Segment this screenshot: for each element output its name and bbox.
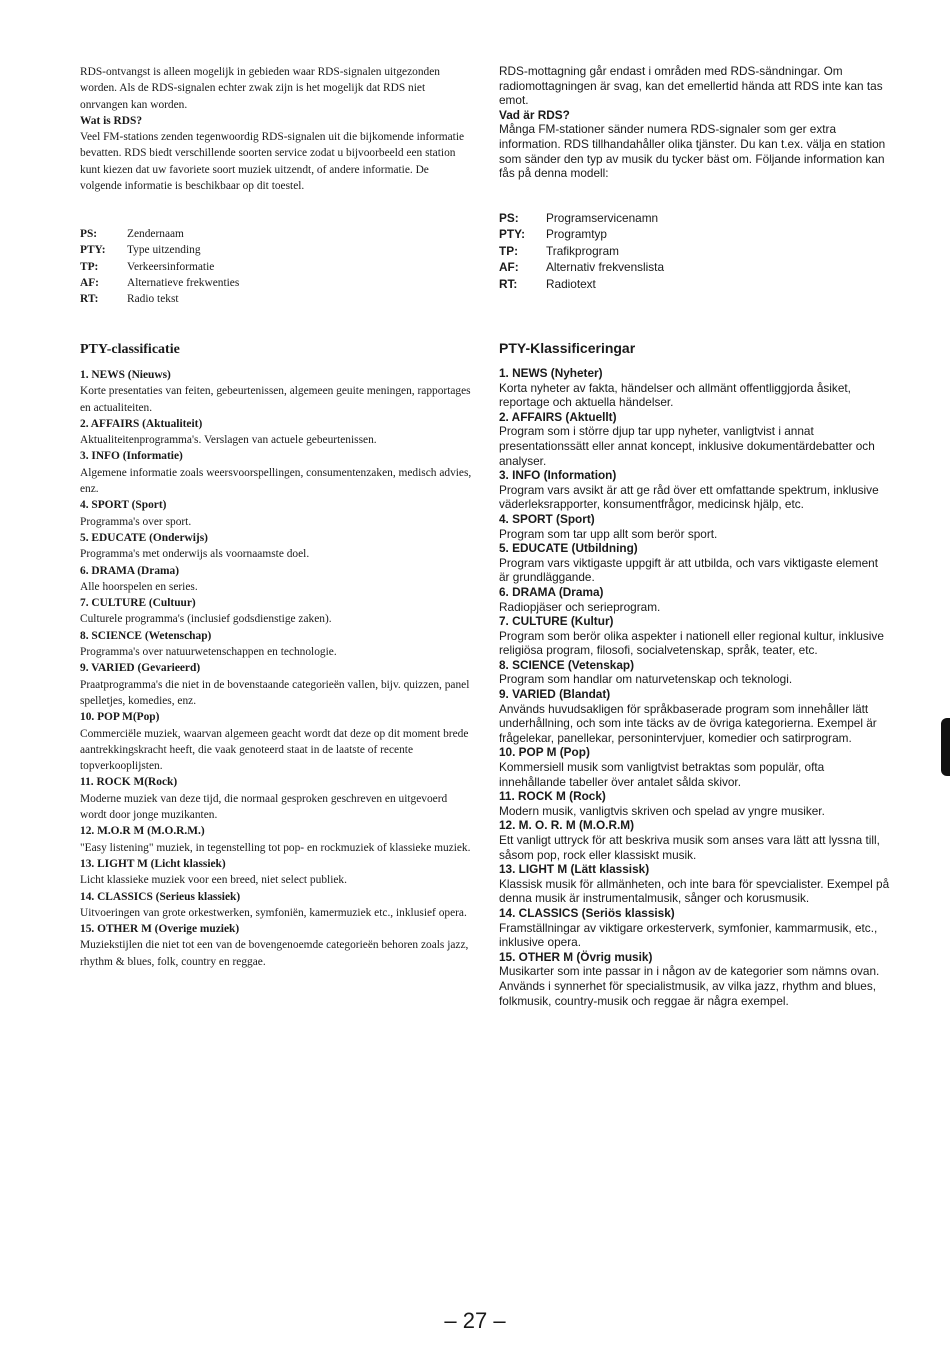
sv-abbr-value: Radiotext [546,276,596,291]
nl-abbr-row [80,226,472,242]
nl-what-heading: Wat is RDS? [80,114,143,127]
sv-abbreviation-list [499,210,891,292]
nl-pty-title: 15. OTHER M (Overige muziek) [80,923,240,936]
nl-pty-desc: "Easy listening" muziek, in tegenstelling tot pop- en rockmuziek of klassieke muziek. [80,841,471,854]
sv-pty-title: 6. DRAMA (Drama) [499,584,604,599]
sv-pty-desc: Framställningar av viktigare orkesterverk, symfonier, kammarmusik, etc., inklusive opera. [499,920,878,950]
sv-pty-title: 14. CLASSICS (Seriös klassisk) [499,905,675,920]
sv-pty-desc: Program vars avsikt är att ge råd över ett omfattande spektrum, inklusive väderleksrapporter, konsumentfrågor, medicinsk hjälp, etc. [499,482,879,512]
sv-pty-title: 9. VARIED (Blandat) [499,687,611,702]
sv-abbr-row [499,259,891,275]
nl-pty-title: 4. SPORT (Sport) [80,499,167,512]
page-number: – 27 – [444,1308,506,1333]
sv-abbr-row [499,210,891,226]
sv-pty-title: 5. EDUCATE (Utbildning) [499,541,638,556]
sv-abbr-value: Trafikprogram [546,243,619,258]
sv-pty-title: 3. INFO (Information) [499,468,617,483]
nl-abbr-row [80,259,472,275]
sv-pty-desc: Används huvudsakligen för språkbaserade program som innehåller lätt underhållning, och som inte täcks av de övriga kategorierna. Exempel är frågelekar, panellekar, personintervjuer, komedier och satirprogram. [499,701,877,745]
nl-pty-desc: Korte presentaties van feiten, gebeurtenissen, algemeen geuite meningen, rapportages en actualiteiten. [80,385,471,414]
sv-pty-title: 11. ROCK M (Rock) [499,789,606,804]
sv-pty-heading-wrap [499,341,891,356]
sv-abbr-key: PTY: [499,227,525,242]
sv-pty-desc: Program som handlar om naturvetenskap och teknologi. [499,672,793,687]
sv-pty-desc: Klassisk musik för allmänheten, och inte bara för spevcialister. Exempel på denna musik är instrumentalmusik, sånger och korusmusik. [499,876,890,906]
sv-abbr-key: TP: [499,243,519,258]
nl-pty-desc: Programma's over natuurwetenschappen en technologie. [80,646,337,659]
nl-pty-heading-wrap [80,342,472,358]
nl-pty-list [80,367,472,970]
nl-abbr-value: Verkeersinformatie [127,260,215,273]
nl-what-text: Veel FM-stations zenden tegenwoordig RDS-signalen uit die bijkomende informatie bevatten. RDS biedt verschillende soorten service zodat u bijvoorbeeld een station kunt kiezen dat uw favoriete soort muziek uitzendt, of andere informatie. De volgende informatie is beschikbaar op dit toestel. [80,131,465,193]
nl-abbr-key: PTY: [80,244,106,257]
nl-pty-title: 12. M.O.R M (M.O.R.M.) [80,825,205,838]
sv-abbr-key: PS: [499,211,519,225]
nl-abbr-row [80,275,472,291]
sv-what-text: Många FM-stationer sänder numera RDS-signaler som ger extra information. RDS tillhandahåller olika tjänster. Du kan t.ex. välja en station som sänder den typ av musik du tycker bäst om. Följande information kan fås på denna modell: [499,122,886,181]
sv-intro: RDS-mottagning går endast i områden med RDS-sändningar. Om radiomottagningen är svag, kan det emellertid hända att RDS inte kan tas emot. [499,64,883,108]
sv-abbr-key: AF: [499,260,519,275]
nl-abbr-value: Zendernaam [127,228,184,240]
sv-pty-title: 7. CULTURE (Kultur) [499,614,614,629]
nl-pty-title: 11. ROCK M(Rock) [80,776,178,789]
nl-abbr-key: TP: [80,260,99,273]
sv-pty-list [499,366,891,1008]
sv-pty-title: 13. LIGHT M (Lätt klassisk) [499,862,650,877]
nl-intro: RDS-ontvangst is alleen mogelijk in gebieden waar RDS-signalen uitgezonden worden. Als de RDS-signalen echter zwak zijn is het mogelijk dat RDS niet onrvangen kan worden. [80,66,440,111]
dutch-column [80,64,472,194]
nl-abbr-key: AF: [80,276,99,289]
nl-pty-desc: Culturele programma's (inclusief godsdienstige zaken). [80,613,332,626]
sv-pty-heading: PTY-Klassificeringar [499,340,636,356]
nl-pty-desc: Uitvoeringen van grote orkestwerken, symfoniën, kamermuziek etc., inklusief opera. [80,906,467,919]
nl-pty-desc: Algemene informatie zoals weersvoorspellingen, consumentenzaken, medisch advies, enz. [80,466,472,496]
sv-pty-title: 15. OTHER M (Övrig musik) [499,949,653,964]
sv-pty-desc: Program vars viktigaste uppgift är att utbilda, och vars viktigaste element är grundläggande. [499,555,878,585]
sv-pty-title: 10. POP M (Pop) [499,745,590,760]
sv-pty-desc: Radiopjäser och serieprogram. [499,599,661,614]
nl-pty-desc: Commerciële muziek, waarvan algemeen geacht wordt dat deze op dit moment brede aantrekkingskracht heeft, die vaak genoteerd staat in de laatste of recente topverkooplijsten. [80,727,469,773]
nl-abbr-row [80,242,472,258]
sv-pty-desc: Program som tar upp allt som berör sport. [499,526,718,541]
sv-abbr-value: Programtyp [546,227,607,242]
nl-pty-desc: Aktualiteitenprogramma's. Verslagen van actuele gebeurtenissen. [80,434,377,447]
sv-pty-title: 12. M. O. R. M (M.O.R.M) [499,818,635,833]
nl-pty-desc: Moderne muziek van deze tijd, die normaal gesproken geschreven en uitgevoerd wordt door jonge muzikanten. [80,792,448,822]
sv-pty-desc: Kommersiell musik som vanligtvist betraktas som populär, ofta innehållande tabeller över antalet sålda skivor. [499,760,825,789]
sv-abbr-value: Programservicenamn [546,211,659,225]
sv-abbr-value: Alternativ frekvenslista [546,260,665,275]
sv-abbr-key: RT: [499,276,518,291]
nl-pty-desc: Programma's met onderwijs als voornaamste doel. [80,548,310,561]
sv-abbr-row [499,243,891,259]
sv-pty-desc: Program som berör olika aspekter i nationell eller regional kultur, inklusive religiösa program, filosofi, socialvetenskap, språk, teater, etc. [499,628,884,658]
nl-abbreviation-list [80,226,472,307]
nl-pty-title: 13. LIGHT M (Licht klassiek) [80,857,226,870]
nl-pty-title: 14. CLASSICS (Serieus klassiek) [80,890,241,903]
nl-pty-desc: Licht klassieke muziek voor een breed, niet select publiek. [80,874,347,887]
section-tab-marker [941,718,950,776]
nl-pty-desc: Muziekstijlen die niet tot een van de bovengenoemde categorieën behoren zoals jazz, rhythm & blues, folk, country en reggae. [80,939,469,968]
nl-pty-desc: Alle hoorspelen en series. [80,580,198,593]
sv-what-heading: Vad är RDS? [499,107,570,122]
sv-pty-title: 2. AFFAIRS (Aktuellt) [499,409,617,424]
nl-pty-title: 8. SCIENCE (Wetenschap) [80,629,212,642]
swedish-column [499,64,891,181]
nl-pty-title: 7. CULTURE (Cultuur) [80,597,196,610]
sv-pty-desc: Program som i större djup tar upp nyheter, vanligtvist i annat presentationssätt eller annat koncept, inklusive dokumentärdebatter och analyser. [499,424,875,468]
nl-pty-desc: Programma's over sport. [80,515,192,528]
sv-abbr-row [499,226,891,242]
nl-pty-desc: Praatprogramma's die niet in de bovenstaande categorieën vallen, bijv. quizzen, panel spelletjes, komedies, enz. [80,678,470,707]
nl-abbr-value: Alternatieve frekwenties [127,276,240,289]
nl-pty-title: 2. AFFAIRS (Aktualiteit) [80,417,203,430]
sv-pty-title: 8. SCIENCE (Vetenskap) [499,657,635,672]
nl-pty-title: 5. EDUCATE (Onderwijs) [80,531,208,544]
nl-abbr-key: RT: [80,293,99,306]
sv-pty-desc: Ett vanligt uttryck för att beskriva musik som anses vara lätt att lyssna till, såsom pop, rock eller klassiskt musik. [499,833,880,862]
nl-pty-title: 3. INFO (Informatie) [80,450,183,463]
nl-pty-title: 1. NEWS (Nieuws) [80,369,171,381]
sv-pty-title: 1. NEWS (Nyheter) [499,366,603,380]
sv-pty-desc: Modern musik, vanligtvis skriven och spelad av yngre musiker. [499,803,825,818]
sv-pty-desc: Musikarter som inte passar in i någon av de kategorier som nämns ovan. Används i synnerhet för specialistmusik, av vilka jazz, rhythm and blues, folkmusik, country-musik och reggae är några exempel. [499,964,880,1008]
nl-abbr-value: Type uitzending [127,244,201,257]
sv-pty-title: 4. SPORT (Sport) [499,511,595,526]
nl-abbr-key: PS: [80,228,98,240]
nl-pty-title: 6. DRAMA (Drama) [80,564,180,577]
nl-pty-title: 10. POP M(Pop) [80,711,160,724]
sv-pty-desc: Korta nyheter av fakta, händelser och allmänt offentliggjorda åsiket, reportage och aktuella händelser. [499,380,851,410]
nl-abbr-value: Radio tekst [127,293,179,306]
nl-pty-heading: PTY-classificatie [80,342,180,357]
nl-pty-title: 9. VARIED (Gevarieerd) [80,662,201,675]
nl-abbr-row [80,291,472,307]
sv-abbr-row [499,276,891,292]
